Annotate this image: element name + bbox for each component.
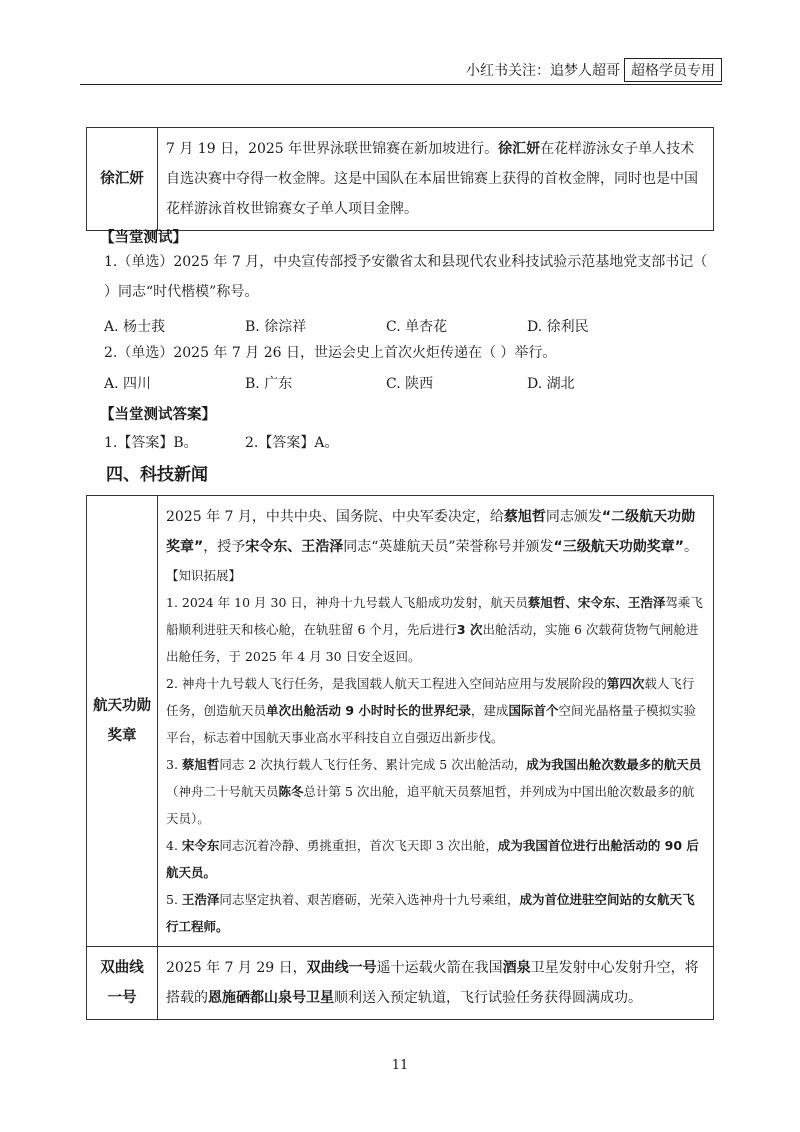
highlight-text: 国际首个 <box>508 703 559 718</box>
body-text: 遥十运载火箭在我国 <box>376 960 503 976</box>
knowledge-heading: 【知识拓展】 <box>166 568 242 583</box>
row-name-line: 奖章 <box>107 728 137 744</box>
highlight-text: 恩施硒都山泉号卫星 <box>208 990 334 1006</box>
question-2-options <box>104 373 668 393</box>
knowledge-item-5 <box>166 886 705 940</box>
highlight-text: 酒泉 <box>502 960 531 976</box>
highlight-text: 宋令东 <box>181 838 220 853</box>
highlight-text: 蔡旭哲 <box>503 509 546 525</box>
table-row <box>87 128 714 231</box>
answer-1: 1.【答案】B。 <box>104 435 198 451</box>
body-text: 2025 年 7 月，中共中央、国务院、中央军委决定，给 <box>166 509 504 525</box>
body-text: 出舱活动，实施 6 次载荷货物气闸舱进出舱任务，于 2025 年 4 月 30 日安全返回。 <box>166 622 699 664</box>
question-2: 2.（单选）2025 年 7 月 26 日，世运会史上首次火炬传递在（ ）举行。 <box>104 345 557 361</box>
highlight-text: 双曲线一号 <box>306 960 377 976</box>
highlight-text: 第四次 <box>606 676 645 691</box>
body-text: （神舟二十号航天员 <box>166 784 279 799</box>
body-text: 4. <box>166 838 182 853</box>
page-number: 11 <box>391 1058 409 1073</box>
body-text: 5. <box>166 892 182 907</box>
row-name-cell <box>87 947 158 1020</box>
header-badge: 超格学员专用 <box>624 58 722 82</box>
option-a: A. 四川 <box>104 376 152 392</box>
table-row <box>87 947 714 1020</box>
answer-2: 2.【答案】A。 <box>245 435 339 451</box>
body-text: ，授予 <box>203 539 246 555</box>
option-b: B. 徐淙祥 <box>245 319 307 335</box>
highlight-text: 单次出舱活动 9 小时时长的世界纪录 <box>266 703 471 718</box>
question-1: 1.（单选）2025 年 7 月，中央宣传部授予安徽省太和县现代农业科技试验示范基地党支部书记（ ）同志“时代楷模”称号。 <box>104 254 708 300</box>
row-name-line: 航天功勋 <box>93 698 151 714</box>
body-text: 在花样游泳女子单人技术自选决赛中夺得一枚金牌。这是中国队在本届世锦赛上获得的首枚金牌，同时也是中国花样游泳首枚世锦赛女子单人项目金牌。 <box>166 141 698 217</box>
highlight-text: 蔡旭哲、宋令东、王浩泽 <box>527 595 666 610</box>
body-text: 1. 2024 年 10 月 30 日，神舟十九号载人飞船成功发射，航天员 <box>166 595 528 610</box>
body-text: ，建成 <box>470 703 509 718</box>
highlight-text: 蔡旭哲 <box>181 757 220 772</box>
option-c: C. 陕西 <box>386 376 434 392</box>
knowledge-item-2 <box>166 670 705 751</box>
body-text: 2025 年 7 月 29 日， <box>166 960 307 976</box>
option-d: D. 徐利民 <box>527 319 589 335</box>
question-1-options <box>104 316 668 336</box>
row-body-cell <box>158 128 714 231</box>
highlight-text: 成为我国出舱次数最多的航天员 <box>526 757 702 772</box>
highlight-text: 陈冬 <box>278 784 304 799</box>
section-title: 四、科技新闻 <box>106 465 208 485</box>
header-follow-text: 小红书关注：追梦人超哥 <box>466 63 620 79</box>
body-text: 7 月 19 日，2025 年世界泳联世锦赛在新加坡进行。 <box>166 141 499 157</box>
body-text: 同志坚定执着、艰苦磨砺，光荣入选神舟十九号乘组， <box>219 892 520 907</box>
body-text: 卫星发射中心发射升空，将搭载的 <box>166 960 699 1006</box>
highlight-text: 成为我国首位进行出舱活动的 90 后航天员。 <box>166 838 699 880</box>
answer-heading: 【当堂测试答案】 <box>100 407 216 423</box>
tech-news-table <box>86 495 714 1020</box>
highlight-text: 徐汇妍 <box>498 141 541 157</box>
highlight-text: 成为首位进驻空间站的女航天飞行工程师。 <box>166 892 695 934</box>
table-row <box>87 496 714 947</box>
row-name-cell <box>87 496 158 947</box>
body-text: 总计第 5 次出舱，追平航天员蔡旭哲，并列成为中国出舱次数最多的航天员）。 <box>166 784 695 826</box>
knowledge-item-1 <box>166 589 705 670</box>
option-d: D. 湖北 <box>527 376 575 392</box>
body-text: 载人飞行任务，创造航天员 <box>166 676 695 718</box>
body-text: 顺利送入预定轨道，飞行试验任务获得圆满成功。 <box>334 990 642 1006</box>
body-text: 2. 神舟十九号载人飞行任务，是我国载人航天工程进入空间站应用与发展阶段的 <box>166 676 607 691</box>
knowledge-item-4 <box>166 832 705 886</box>
body-text: 同志沉着冷静、勇挑重担，首次飞天即 3 次出舱， <box>219 838 498 853</box>
row-name-cell: 徐汇妍 <box>87 128 158 231</box>
highlight-text: 王浩泽 <box>181 892 220 907</box>
quiz-heading: 【当堂测试】 <box>100 230 187 246</box>
body-text: 3. <box>166 757 182 772</box>
highlight-text: 宋令东、王浩泽 <box>245 539 344 555</box>
body-text: 同志颁发 <box>545 509 602 525</box>
news-intro <box>166 502 705 562</box>
header-rule <box>80 84 722 85</box>
option-b: B. 广东 <box>245 376 293 392</box>
highlight-text: “二级航天功勋奖章” <box>166 509 696 555</box>
option-c: C. 单杏花 <box>386 319 448 335</box>
body-text: 同志“英雄航天员”荣誉称号并颁发 <box>343 539 554 555</box>
row-name-line: 双曲线 <box>100 960 144 976</box>
page-header <box>466 58 722 82</box>
answer-list <box>104 432 386 452</box>
body-text: 。 <box>683 539 698 555</box>
athlete-news-table <box>86 127 714 231</box>
option-a: A. 杨士莪 <box>104 319 166 335</box>
body-text: 空间光晶格量子模拟实验平台，标志着中国航天事业高水平科技自立自强迈出新步伐。 <box>166 703 696 745</box>
highlight-text: 3 次 <box>456 622 483 637</box>
body-text: 驾乘飞船顺利进驻天和核心舱，在轨驻留 6 个月，先后进行 <box>166 595 703 637</box>
row-body-cell <box>158 947 714 1020</box>
row-name-line: 一号 <box>107 990 137 1006</box>
body-text: 同志 2 次执行载人飞行任务、累计完成 5 次出舱活动， <box>219 757 527 772</box>
row-body-cell <box>158 496 714 947</box>
highlight-text: “三级航天功勋奖章” <box>553 539 684 555</box>
knowledge-item-3 <box>166 751 705 832</box>
